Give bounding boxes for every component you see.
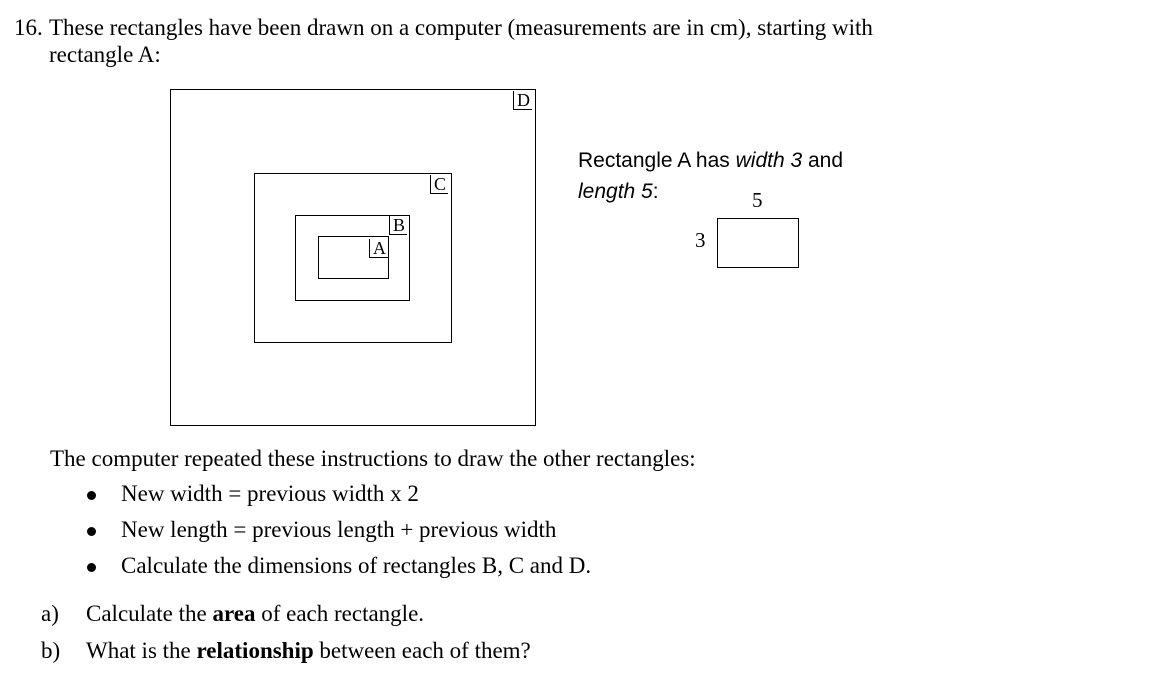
question-text-line2: rectangle A:: [49, 42, 161, 67]
instruction-item: [121, 553, 591, 579]
bullet-icon: [87, 527, 96, 536]
info-width: width 3: [735, 149, 803, 172]
info-text-and: and: [802, 149, 844, 172]
rectangle-a-info-line1: [578, 149, 843, 173]
dimension-length-label: 5: [752, 188, 763, 212]
instructions-intro: The computer repeated these instructions to draw the other rectangles:: [50, 446, 696, 471]
part-a-pre: Calculate the: [86, 601, 213, 626]
bullet-icon: [87, 563, 96, 572]
instruction-item: [121, 517, 556, 543]
part-a-post: of each rectangle.: [255, 601, 425, 626]
part-b-pre: What is the: [86, 638, 197, 663]
rectangle-a-small: [717, 218, 799, 268]
part-b-bold: relationship: [196, 638, 314, 663]
rectangle-c-label: C: [430, 175, 448, 194]
info-text: Rectangle A has: [578, 149, 736, 172]
part-b-label: b): [41, 638, 61, 663]
question-number: 16.: [14, 15, 43, 40]
part-b-post: between each of them?: [313, 638, 531, 663]
instruction-item: [121, 481, 419, 507]
instruction-text: New length = previous length + previous width: [121, 517, 557, 542]
instruction-text: New width = previous width x 2: [121, 481, 419, 506]
rectangle-a-label: A: [369, 239, 388, 258]
part-a-label: a): [41, 601, 59, 626]
rectangle-b-label: B: [389, 216, 407, 235]
dimension-width-label: 3: [695, 228, 706, 252]
part-a-bold: area: [212, 601, 256, 626]
info-length: length 5: [578, 180, 653, 203]
question-text-line1: These rectangles have been drawn on a computer (measurements are in cm), starting with: [49, 15, 873, 40]
rectangle-d-label: D: [513, 91, 532, 110]
rectangle-a-info-line2: [578, 180, 659, 204]
bullet-icon: [87, 491, 96, 500]
instruction-text: Calculate the dimensions of rectangles B, C and D.: [121, 553, 592, 578]
part-a-text: [86, 601, 424, 627]
part-b-text: [86, 638, 531, 664]
info-colon: :: [652, 180, 659, 203]
